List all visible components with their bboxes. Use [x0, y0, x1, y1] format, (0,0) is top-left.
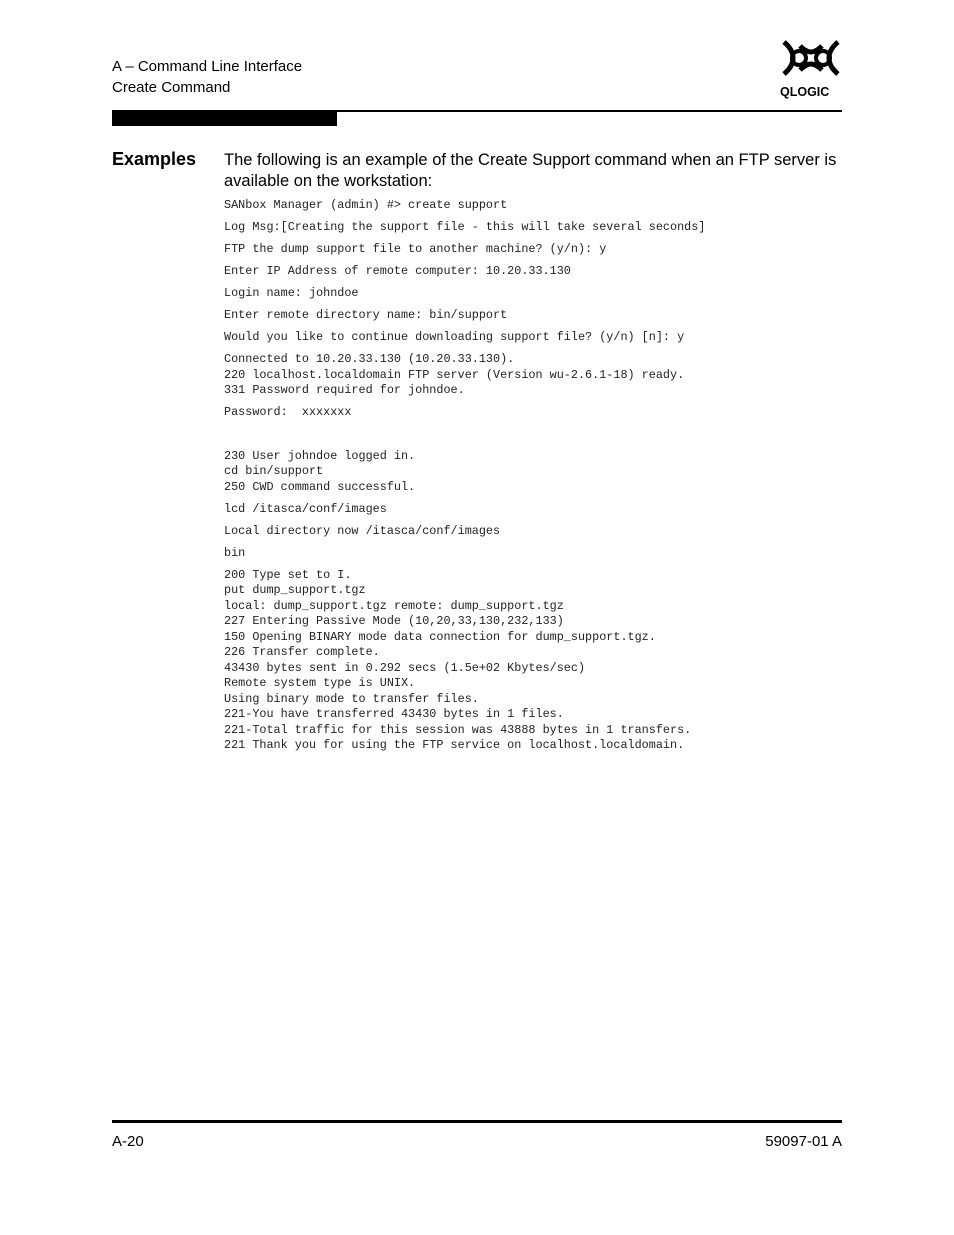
code-line: put dump_support.tgz: [224, 583, 366, 597]
code-line: 43430 bytes sent in 0.292 secs (1.5e+02 Kbytes/sec): [224, 660, 586, 675]
code-line: 221-Total traffic for this session was 43888 bytes in 1 transfers.: [224, 722, 692, 737]
code-line: 200 Type set to I.: [224, 567, 352, 582]
code-line: Remote system type is UNIX.: [224, 676, 416, 690]
examples-heading: Examples: [112, 149, 197, 169]
code-line: 220 localhost.localdomain FTP server (Version wu-2.6.1-18) ready.: [224, 367, 685, 382]
code-line: 250 CWD command successful.: [224, 479, 416, 494]
code-line: 221 Thank you for using the FTP service on localhost.localdomain.: [224, 738, 685, 752]
code-line: Would you like to continue downloading support file? (y/n) [n]: y: [224, 330, 685, 344]
code-line: lcd /itasca/conf/images: [224, 501, 387, 516]
code-line: 150 Opening BINARY mode data connection for dump_support.tgz.: [224, 629, 656, 644]
code-spacer: [224, 421, 705, 449]
code-line: Password: xxxxxxx: [224, 405, 352, 419]
code-line: Using binary mode to transfer files.: [224, 691, 479, 706]
page-number: A-20: [112, 1133, 144, 1150]
code-line: SANbox Manager (admin) #> create support: [224, 198, 508, 212]
document-number: 59097-01 A: [765, 1133, 842, 1150]
code-line: 226 Transfer complete.: [224, 645, 380, 659]
code-line: 331 Password required for johndoe.: [224, 383, 465, 397]
code-line: 221-You have transferred 43430 bytes in 1 files.: [224, 707, 564, 721]
code-line: bin: [224, 545, 246, 560]
header-section-title: Create Command: [112, 79, 231, 96]
code-line: 230 User johndoe logged in.: [224, 448, 416, 463]
code-example: [224, 198, 705, 754]
code-line: Enter remote directory name: bin/support: [224, 308, 508, 322]
qlogic-logo: [778, 38, 844, 100]
code-line: Log Msg:[Creating the support file - this will take several seconds]: [224, 220, 706, 234]
code-line: 227 Entering Passive Mode (10,20,33,130,232,133): [224, 614, 564, 628]
code-line: Local directory now /itasca/conf/images: [224, 523, 501, 538]
code-line: Enter IP Address of remote computer: 10.20.33.130: [224, 264, 571, 278]
code-line: Connected to 10.20.33.130 (10.20.33.130).: [224, 352, 515, 366]
intro-paragraph: The following is an example of the Create Support command when an FTP server is available on the workstation:: [224, 151, 837, 190]
logo-text: QLOGIC: [780, 85, 830, 99]
code-line: Login name: johndoe: [224, 286, 359, 300]
code-line: cd bin/support: [224, 464, 324, 478]
code-line: FTP the dump support file to another machine? (y/n): y: [224, 242, 607, 256]
header-appendix-title: A – Command Line Interface: [112, 58, 303, 75]
footer-rule: [112, 1120, 842, 1123]
header-rule-tab: [112, 110, 337, 126]
code-line: local: dump_support.tgz remote: dump_support.tgz: [224, 598, 564, 613]
